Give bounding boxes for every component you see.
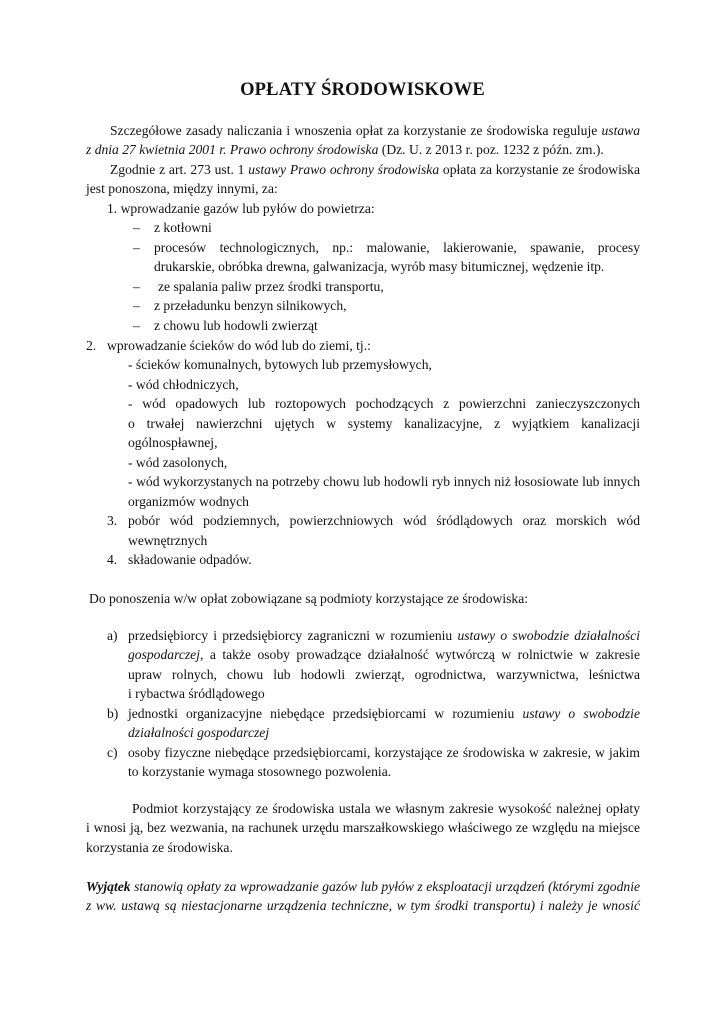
dash-marker: – [133, 298, 140, 313]
obliged-c-label: c) [107, 745, 118, 760]
intro2-text: Zgodnie z art. 273 ust. 1 [110, 162, 245, 177]
list-item-4-number: 4. [107, 552, 118, 567]
list-item-3-line-2: wewnętrznych [128, 533, 208, 548]
list-item-3-number: 3. [107, 513, 118, 528]
obliged-a-line-3: upraw rolnych, chowu lub hodowli zwierząt, ogrodnictwa, warzywnictwa, leśnictwa [128, 667, 640, 682]
intro-law-journal: (Dz. U. z 2013 r. poz. 1232 z późn. zm.). [381, 142, 604, 157]
subject-line-3: korzystania ze środowiska. [86, 840, 233, 855]
exception-label: Wyjątek [86, 879, 131, 894]
obliged-a-line-4: i rybactwa śródlądowego [128, 686, 265, 701]
dash-marker: – [133, 240, 140, 255]
obliged-a-law-ref: ustawy o swobodzie działalności [457, 628, 640, 643]
list-item-2: wprowadzanie ścieków do wód lub do ziemi, tj.: [107, 338, 371, 353]
water-item-3-line-3: ogólnospławnej, [128, 435, 218, 450]
water-item-5-line-2: organizmów wodnych [128, 494, 249, 509]
exception-text: stanowią opłaty za wprowadzanie gazów lub pyłów z eksploatacji urządzeń (którymi zgodnie [134, 879, 640, 894]
sub-item-1: z kotłowni [154, 220, 212, 235]
page-title: OPŁATY ŚRODOWISKOWE [240, 80, 485, 100]
obliged-b-law-ref-end: działalności gospodarczej [128, 725, 270, 740]
obliged-a-law-ref-end: gospodarczej [128, 647, 200, 662]
intro-line-1 [86, 121, 640, 141]
intro-text: Szczegółowe zasady naliczania i wnoszenia opłat za korzystanie ze środowiska reguluje [110, 123, 598, 138]
list-item-3-line-1: pobór wód podziemnych, powierzchniowych wód śródlądowych oraz morskich wód [128, 513, 640, 528]
intro2-line-1 [110, 160, 640, 180]
obliged-a-line-1 [128, 626, 640, 646]
intro-law-ref: ustawa [601, 123, 641, 138]
obliged-b-line-2 [128, 723, 269, 743]
intro2-line-2: jest ponoszona, między innymi, za: [86, 181, 278, 196]
water-item-3-line-2: o trwałej nawierzchni ujętych w systemy kanalizacyjne, z wyjątkiem kanalizacji [128, 416, 640, 431]
obliged-b-label: b) [107, 706, 119, 721]
exception-line-1 [86, 877, 640, 897]
water-item-3-line-1: - wód opadowych lub roztopowych pochodzących z powierzchni zanieczyszczonych [128, 396, 640, 411]
sub-item-2-line-1: procesów technologicznych, np.: malowanie, lakierowanie, spawanie, procesy [154, 240, 640, 255]
obliged-b-law-ref: ustawy o swobodzie [522, 706, 640, 721]
obliged-a-text: przedsiębiorcy i przedsiębiorcy zagraniczni w rozumieniu [128, 628, 453, 643]
water-item-4: - wód zasolonych, [128, 455, 228, 470]
water-item-5-line-1: - wód wykorzystanych na potrzeby chowu lub hodowli ryb innych niż łososiowate lub innych [128, 474, 640, 489]
subject-line-2: i wnosi ją, bez wezwania, na rachunek urzędu marszałkowskiego właściwego ze względu na miejsce [86, 820, 640, 835]
sub-item-2-line-2: drukarskie, obróbka drewna, galwanizacja, wyrób masy bitumicznej, wędzenie itp. [154, 259, 605, 274]
dash-marker: – [133, 279, 140, 294]
sub-item-5: z chowu lub hodowli zwierząt [154, 318, 318, 333]
intro-law-title: z dnia 27 kwietnia 2001 r. Prawo ochrony środowiska [86, 142, 379, 157]
subject-line-1: Podmiot korzystający ze środowiska ustala we własnym zakresie wysokość należnej opłaty [132, 801, 640, 816]
obliged-b-text: jednostki organizacyjne niebędące przedsiębiorcami w rozumieniu [128, 706, 515, 721]
sub-item-3: ze spalania paliw przez środki transportu, [158, 279, 384, 294]
list-item-2-number: 2. [86, 338, 97, 353]
sub-item-4: z przeładunku benzyn silnikowych, [154, 298, 347, 313]
obliged-b-line-1 [128, 704, 640, 724]
obliged-c-line-1: osoby fizyczne niebędące przedsiębiorcami, korzystające ze środowiska w zakresie, w jakim [128, 745, 640, 760]
intro2-text-end: opłata za korzystanie ze środowiska [442, 162, 641, 177]
list-item-1: 1. wprowadzanie gazów lub pyłów do powietrza: [107, 201, 375, 216]
intro-line-2 [86, 140, 604, 160]
dash-marker: – [133, 318, 140, 333]
obliged-c-line-2: to korzystanie wymaga stosownego pozwolenia. [128, 764, 392, 779]
dash-marker: – [133, 220, 140, 235]
obliged-intro: Do ponoszenia w/w opłat zobowiązane są podmioty korzystające ze środowiska: [89, 591, 529, 606]
obliged-a-label: a) [107, 628, 118, 643]
intro2-law-ref: ustawy Prawo ochrony środowiska [248, 162, 440, 177]
exception-line-2: z ww. ustawą są niestacjonarne urządzenia techniczne, w tym środki transportu) i należy je wnosić [86, 898, 640, 913]
water-item-1: - ścieków komunalnych, bytowych lub przemysłowych, [128, 357, 432, 372]
obliged-a-text-2: , a także osoby prowadzące działalność wytwórczą w rolnictwie w zakresie [200, 647, 640, 662]
obliged-a-line-2 [128, 645, 640, 665]
water-item-2: - wód chłodniczych, [128, 377, 239, 392]
list-item-4: składowanie odpadów. [128, 552, 252, 567]
